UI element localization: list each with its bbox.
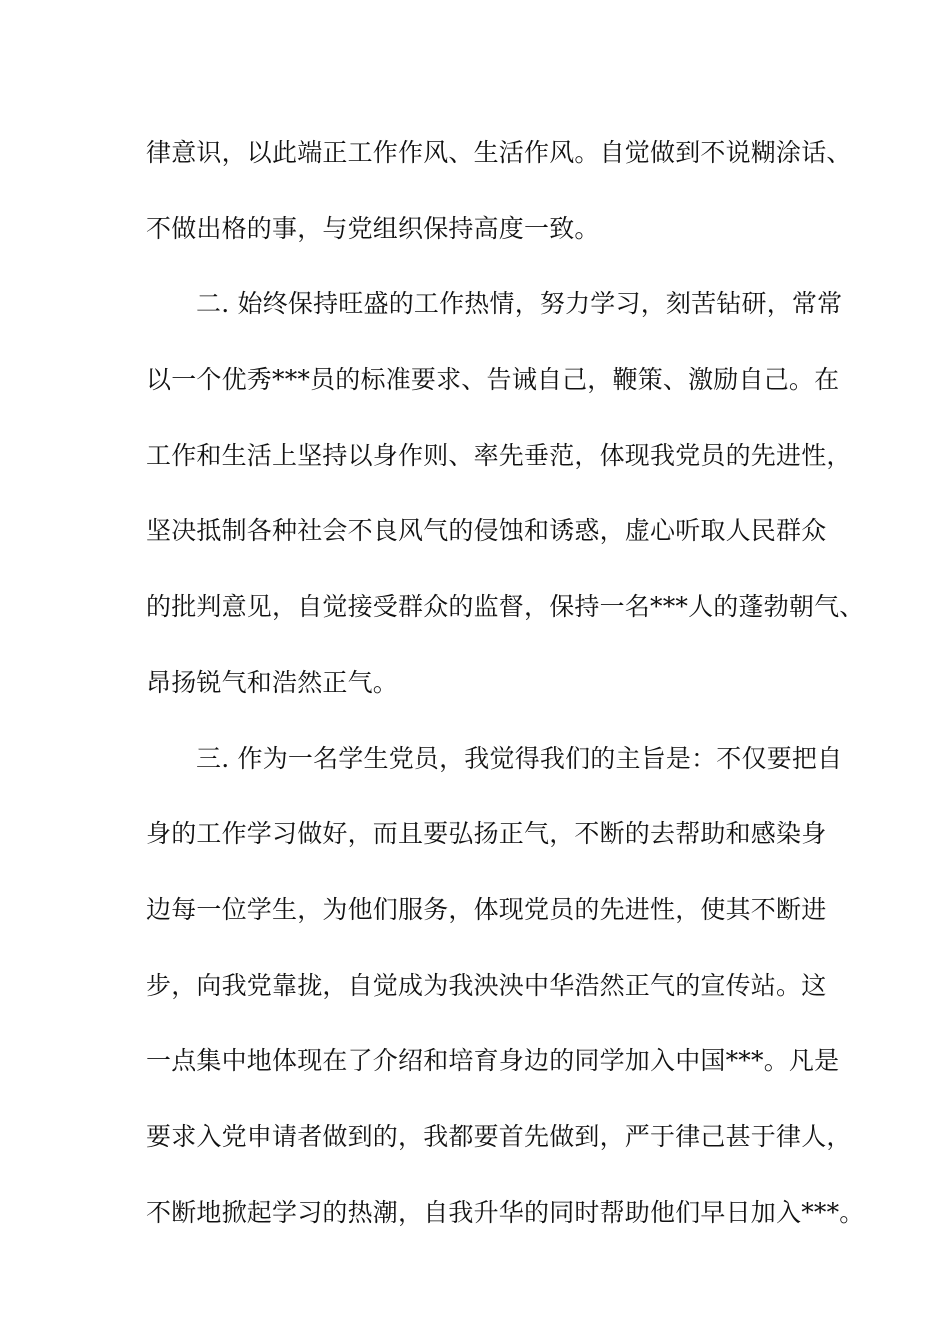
body-text [146,128,865,1263]
paragraph-2-start: 二. 始终保持旺盛的工作热情，努力学习，刻苦钻研，常常 [196,289,843,319]
paragraph-3-start: 三. 作为一名学生党员，我觉得我们的主旨是：不仅要把自 [196,743,843,773]
text-line-7: 的批判意见，自觉接受群众的监督，保持一名***人的蓬勃朝气、 [146,592,865,622]
text-line-4: 以一个优秀***员的标准要求、告诫自己，鞭策、激励自己。在 [146,365,840,395]
text-line-5: 工作和生活上坚持以身作则、率先垂范，体现我党员的先进性， [146,440,852,470]
text-line-10: 身的工作学习做好，而且要弘扬正气，不断的去帮助和感染身 [146,819,827,849]
text-line-15: 不断地掀起学习的热潮，自我升华的同时帮助他们早日加入***。 [146,1197,865,1227]
text-line-6: 坚决抵制各种社会不良风气的侵蚀和诱惑，虚心听取人民群众 [146,516,827,546]
text-line-11: 边每一位学生，为他们服务，体现党员的先进性，使其不断进 [146,894,827,924]
text-line-13: 一点集中地体现在了介绍和培育身边的同学加入中国***。凡是 [146,1046,840,1076]
text-line-8: 昂扬锐气和浩然正气。 [146,667,399,697]
text-line-1: 律意识，以此端正工作作风、生活作风。自觉做到不说糊涂话、 [146,138,852,167]
text-line-12: 步，向我党靠拢，自觉成为我泱泱中华浩然正气的宣传站。这 [146,970,827,1000]
text-line-14: 要求入党申请者做到的，我都要首先做到，严于律己甚于律人， [146,1121,852,1151]
text-line-2: 不做出格的事，与党组织保持高度一致。 [146,213,600,243]
